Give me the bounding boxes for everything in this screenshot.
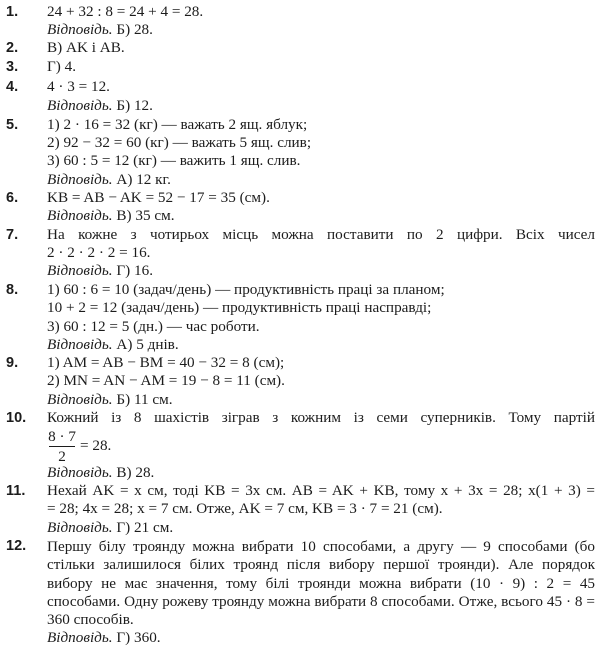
fraction <box>47 428 77 465</box>
fraction-result: = 28. <box>80 437 112 454</box>
answer-value: В) 35 см. <box>112 207 175 224</box>
problem-number: 6. <box>6 190 19 206</box>
solution-sentence: Але порядок вибору не має значення, тому білі троянди можна вибрати <box>47 556 595 592</box>
answer-line <box>47 337 595 353</box>
answer-value: А) 5 днів. <box>112 336 179 353</box>
answer-label: Відповідь. <box>47 171 113 188</box>
solution-line: 10 + 2 = 12 (задач/день) — продуктивність праці насправді; <box>47 299 432 316</box>
problem-number: 12. <box>6 538 27 554</box>
problem-number: 2. <box>6 40 19 56</box>
fraction-denominator: 2 <box>58 448 66 465</box>
solution-line: 2) MN = AN − AM = 19 − 8 = 11 (см). <box>47 372 285 389</box>
answer-value: Б) 11 см. <box>112 391 173 408</box>
answer-value: В) 28. <box>112 464 155 481</box>
problem-number: 10. <box>6 410 27 426</box>
answer-line <box>47 392 595 408</box>
solution-line: Кожний із 8 шахістів зіграв з кожним із семи суперників. Тому партій <box>47 409 595 426</box>
answer-label: Відповідь. <box>47 629 113 647</box>
solution-line: На кожне з чотирьох місць можна поставити по 2 цифри. Всіх чисел <box>47 226 595 243</box>
solution-line: 1) AM = AB − BM = 40 − 32 = 8 (см); <box>47 354 285 371</box>
solution-line: 2) 92 − 32 = 60 (кг) — важать 5 ящ. слив; <box>47 134 312 151</box>
answer-line <box>47 263 595 279</box>
answer-line <box>47 465 595 481</box>
problem-number: 7. <box>6 227 19 243</box>
answer-label: Відповідь. <box>47 21 113 38</box>
answer-value: Г) 21 см. <box>112 519 174 536</box>
answer-value: Г) 16. <box>112 262 153 279</box>
solution-line: 3) 60 : 5 = 12 (кг) — важить 1 ящ. слив. <box>47 152 301 169</box>
solution-sentence: (10 · 9) : 2 = 45 способами. Одну рожеву троянду можна вибрати 8 способами. Отже, всього 45 · 8 = 360 способів. <box>47 574 596 629</box>
solution-line: 1) 60 : 6 = 10 (задач/день) — продуктивність праці за планом; <box>47 281 445 298</box>
solution-line: = 28; 4x = 28; x = 7 см. Отже, AK = 7 см, KB = 3 · 7 = 21 (см). <box>47 500 443 517</box>
answer-line <box>47 208 595 224</box>
problem-number: 1. <box>6 4 19 20</box>
answer-value: Б) 28. <box>112 21 153 38</box>
fraction-numerator: 8 · 7 <box>48 428 76 445</box>
answer-line <box>47 520 595 536</box>
solution-line: В) AK і AB. <box>47 39 125 56</box>
answer-label: Відповідь. <box>47 207 113 224</box>
problem-number: 3. <box>6 59 19 75</box>
problem-number: 9. <box>6 355 19 371</box>
answer-label: Відповідь. <box>47 391 113 408</box>
solution-line: Г) 4. <box>47 58 77 75</box>
solution-line: Нехай AK = x см, тоді KB = 3x см. AB = AK + KB, тому x + 3x = 28; x(1 + 3) = <box>47 482 595 499</box>
solution-paragraph <box>47 538 595 648</box>
problem-number: 4. <box>6 79 19 95</box>
answer-value: А) 12 кг. <box>112 171 171 188</box>
solution-line: 1) 2 · 16 = 32 (кг) — важать 2 ящ. яблук; <box>47 116 308 133</box>
answer-label: Відповідь. <box>47 97 113 114</box>
solution-line: 4 · 3 = 12. <box>47 78 110 95</box>
fraction-bar <box>49 446 75 447</box>
answer-line <box>47 172 595 188</box>
answer-label: Відповідь. <box>47 262 113 279</box>
problem-number: 11. <box>6 483 26 499</box>
solution-line: 24 + 32 : 8 = 24 + 4 = 28. <box>47 3 204 20</box>
answer-label: Відповідь. <box>47 464 113 481</box>
problem-number: 8. <box>6 282 19 298</box>
answer-label: Відповідь. <box>47 519 113 536</box>
answer-line <box>47 22 595 38</box>
answer-value: Б) 12. <box>112 97 153 114</box>
answer-value: Г) 360. <box>112 629 161 647</box>
answer-line <box>47 98 595 114</box>
solution-line: 2 · 2 · 2 · 2 = 16. <box>47 244 151 261</box>
solution-sentence: Першу білу троянду можна вибрати 10 способами, а другу — 9 способами (бо стільки залишилося білих троянд після вибору першої троянди). <box>47 538 595 574</box>
solution-line: KB = AB − AK = 52 − 17 = 35 (см). <box>47 189 270 206</box>
solution-line: 3) 60 : 12 = 5 (дн.) — час роботи. <box>47 318 260 335</box>
problem-number: 5. <box>6 117 19 133</box>
answer-label: Відповідь. <box>47 336 113 353</box>
